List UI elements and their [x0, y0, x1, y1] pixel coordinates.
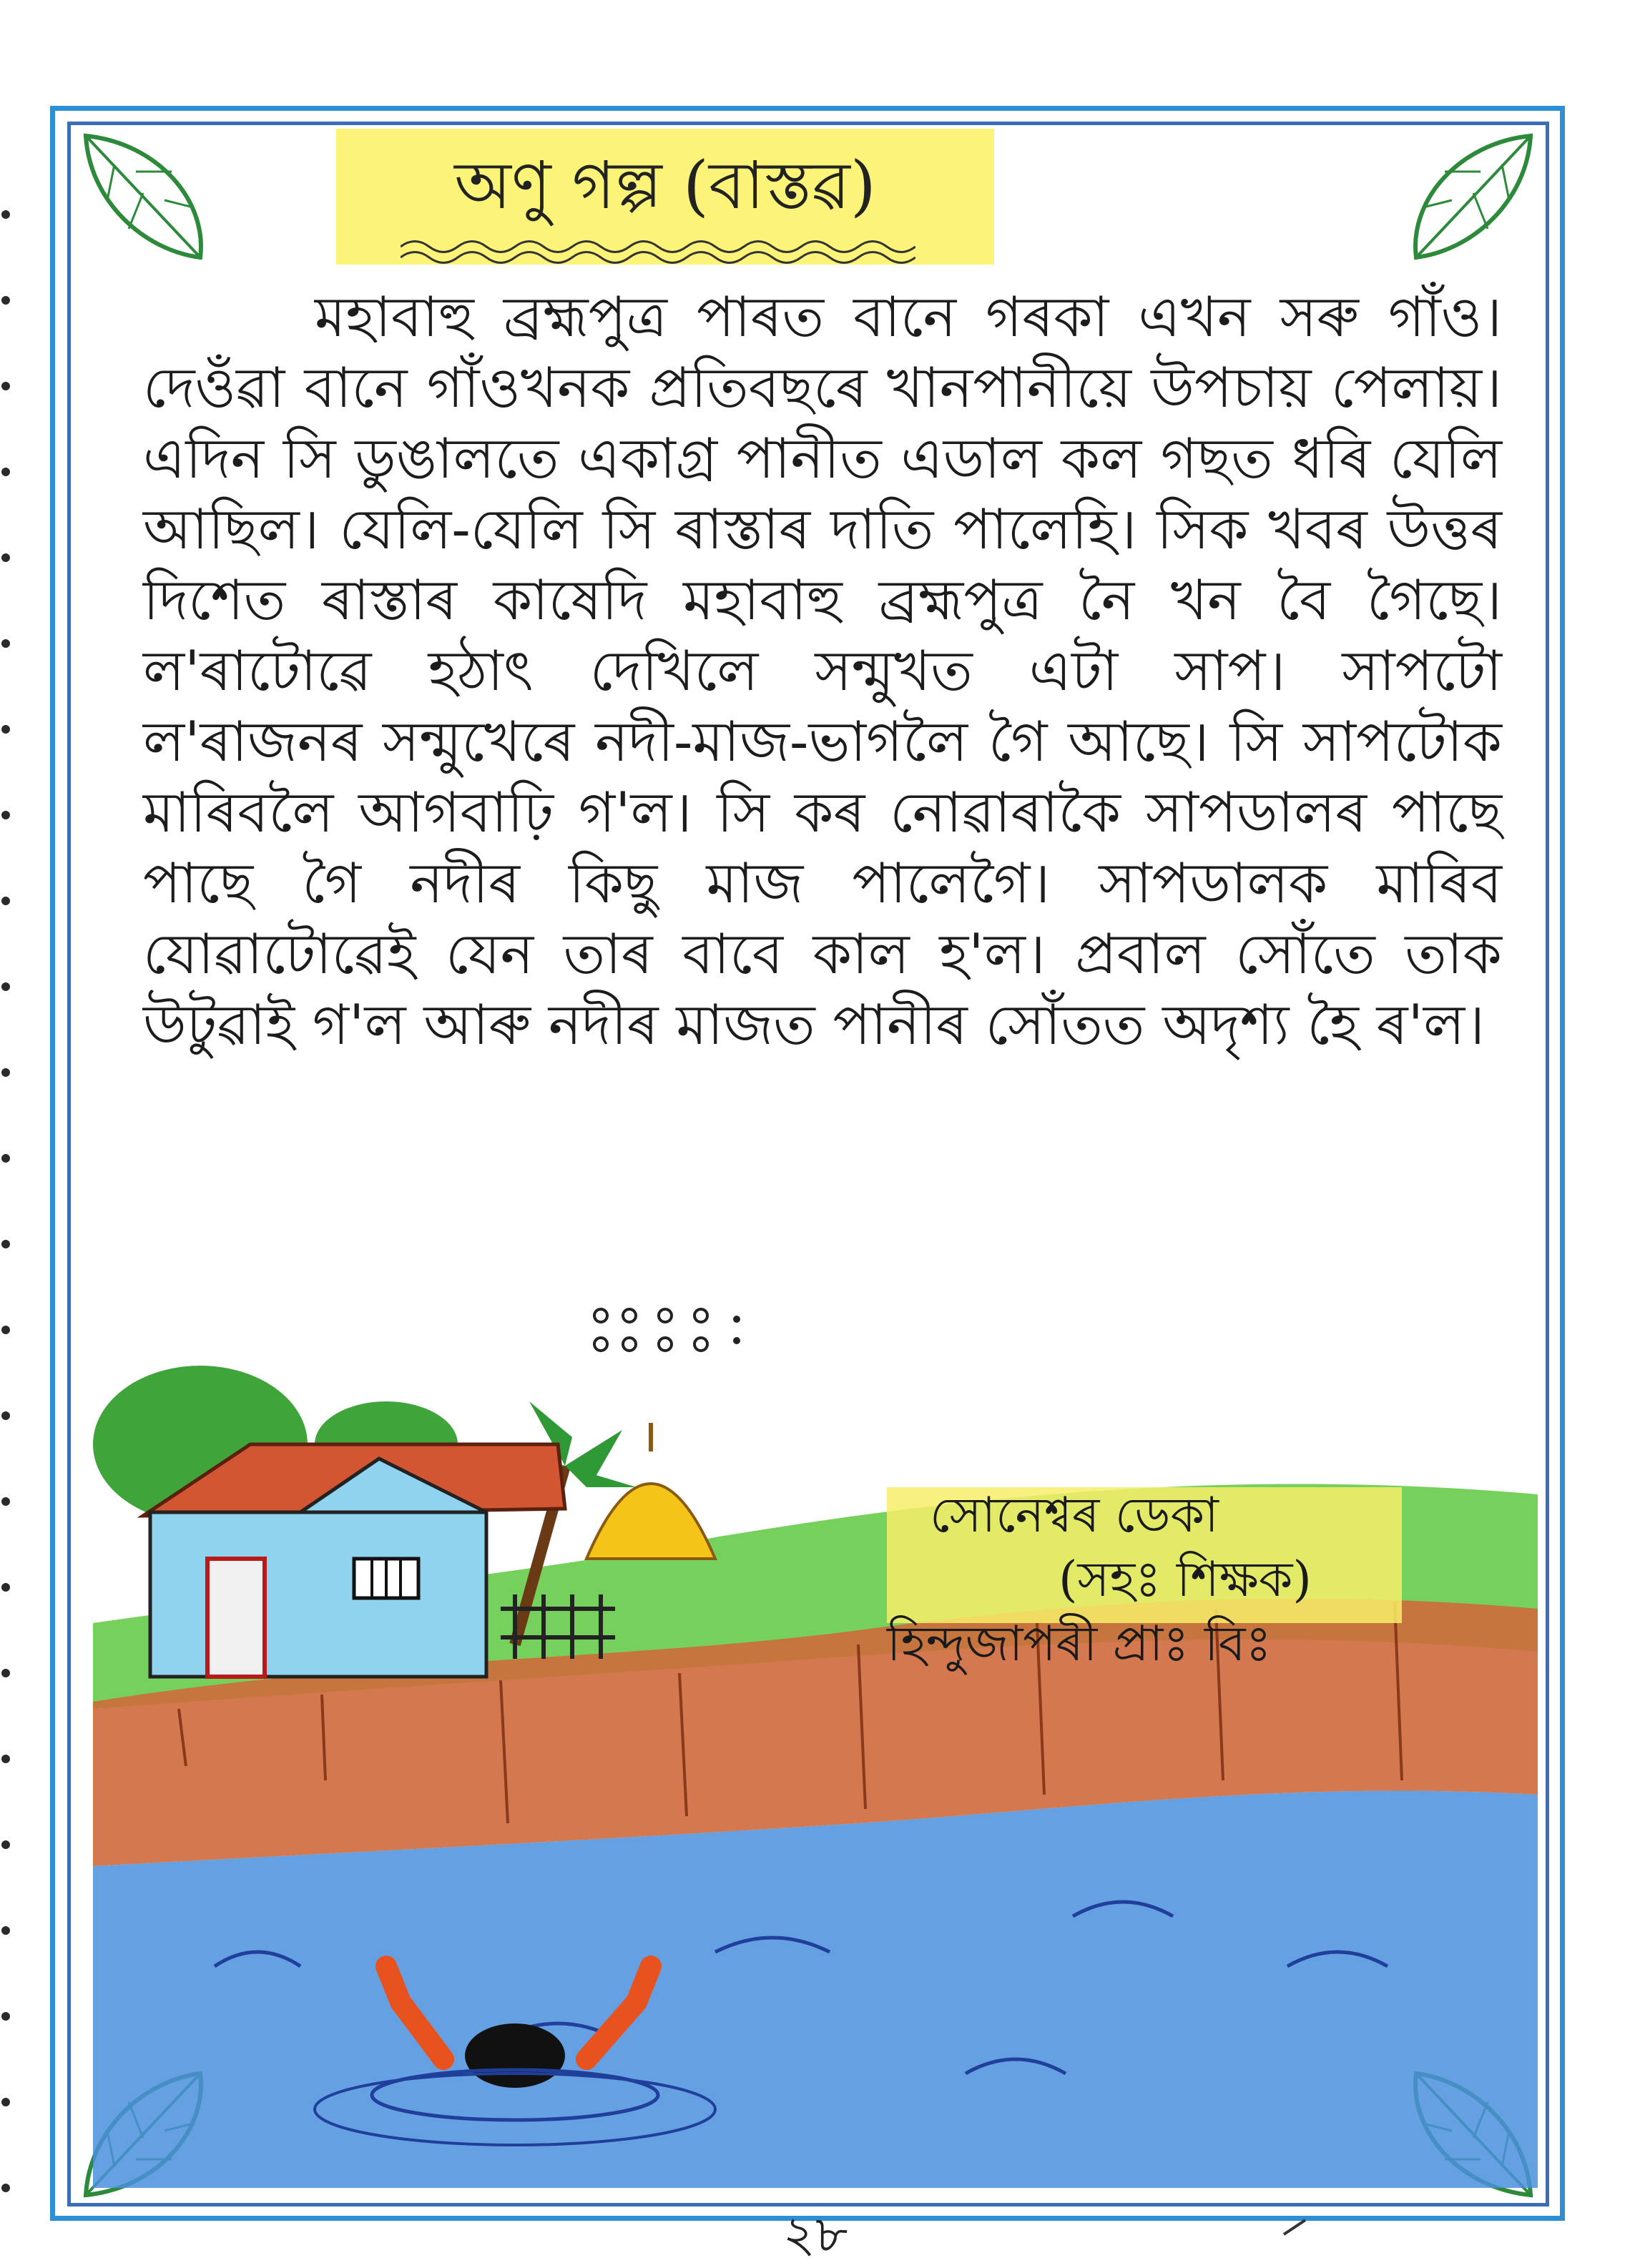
story-text: মহাবাহু ব্ৰহ্মপুত্ৰ পাৰত বানে গৰকা এখন সৰু গাঁও। দেওঁৱা বানে গাঁওখনক প্ৰতিবছৰে খানপানীয়ে উপচায় পেলায়। এদিন সি ডুঙালতে একাগ্ৰ পানীত এডাল কল গছত ধৰি যেলি আছিল। যেলি-যেলি সি ৰাস্তাৰ দাতি পালেহি। সিক খবৰ উত্তৰ দিশেত ৰাস্তাৰ কাষেদি মহাবাহু ব্ৰহ্মপুত্ৰ নৈ খন বৈ গৈছে। ল'ৰাটোৱে হঠাৎ দেখিলে সন্মুখত এটা সাপ। সাপটো ল'ৰাজনৰ সন্মুখেৰে নদী-মাজ-ভাগলৈ গৈ আছে। সি সাপটোক মাৰিবলৈ আগবাঢ়ি গ'ল। সি কৰ নোৱাৰাকৈ সাপডালৰ পাছে পাছে গৈ নদীৰ কিছু মাজ পালেগৈ। সাপডালক মাৰিব যোৱাটোৱেই যেন তাৰ বাবে কাল হ'ল। প্ৰবাল সোঁতে তাক উটুৱাই গ'ল আৰু নদীৰ মাজত পানীৰ সোঁতত অদৃশ্য হৈ ৰ'ল।: [143, 285, 1502, 1057]
spiral-binding: [0, 0, 29, 2268]
author-school: হিন্দুজাপৰী প্ৰাঃ বিঃ: [887, 1616, 1272, 1672]
page-title: অণু গল্প (বাস্তৱ): [454, 147, 876, 224]
story-body: [143, 282, 1502, 1298]
pen-mark: [1280, 2217, 1309, 2238]
title-underline-squiggle: [401, 236, 915, 265]
river-illustration: [72, 1323, 1545, 2195]
page-number: ২৮: [782, 2205, 848, 2264]
author-name: সোনেশ্বৰ ডেকা: [930, 1487, 1219, 1544]
author-block: [887, 1487, 1430, 1680]
author-role: (সহঃ শিক্ষক): [1059, 1552, 1312, 1608]
corner-leaf-top-left-icon: [72, 122, 215, 265]
corner-leaf-top-right-icon: [1402, 122, 1545, 265]
